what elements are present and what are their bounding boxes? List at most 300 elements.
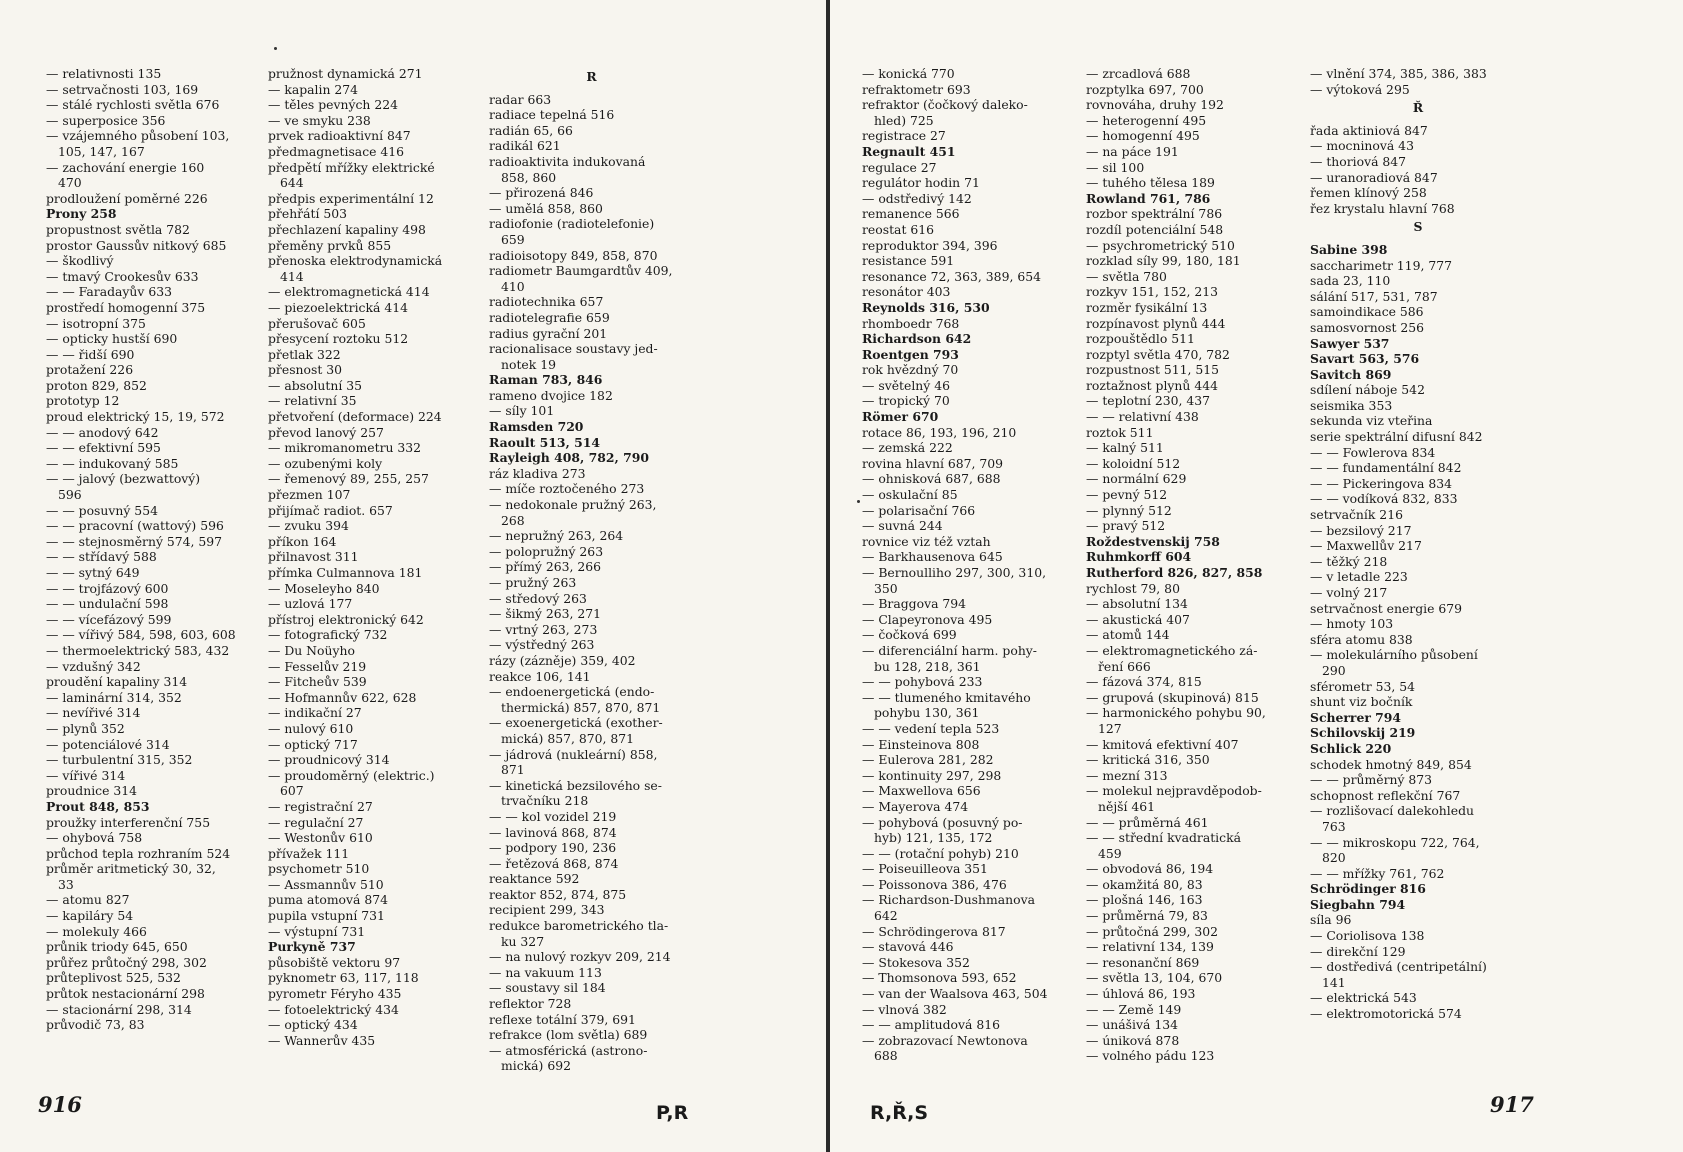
index-entry: — jádrová (nukleární) 858, [489, 746, 658, 762]
index-entry: sálání 517, 531, 787 [1310, 288, 1438, 304]
index-entry: Raoult 513, 514 [489, 434, 600, 450]
index-entry: — umělá 858, 860 [489, 200, 603, 216]
index-entry: — kapalin 274 [268, 81, 359, 97]
scan-speck [857, 500, 860, 503]
index-entry: — řetězová 868, 874 [489, 855, 619, 871]
index-entry: — plošná 146, 163 [1086, 892, 1203, 908]
index-entry: přezmen 107 [268, 487, 351, 503]
index-entry: roztažnost plynů 444 [1086, 377, 1218, 393]
index-entry: sekunda viz vteřina [1310, 413, 1433, 429]
index-entry: přehřátí 503 [268, 206, 348, 222]
index-entry: Prout 848, 853 [46, 798, 150, 814]
index-entry: rozměr fysikální 13 [1086, 299, 1208, 315]
index-entry: 290 [1322, 662, 1346, 678]
index-entry: bu 128, 218, 361 [874, 658, 981, 674]
index-entry: prostředí homogenní 375 [46, 299, 206, 315]
index-entry: Sabine 398 [1310, 241, 1388, 257]
index-entry: — — trojfázový 600 [46, 580, 169, 596]
index-entry: — registrační 27 [268, 798, 373, 814]
index-entry: 763 [1322, 818, 1346, 834]
index-entry: — — střídavý 588 [46, 549, 157, 565]
index-entry: proton 829, 852 [46, 377, 147, 393]
index-entry: — Poiseuilleova 351 [862, 861, 988, 877]
index-entry: — průtočná 299, 302 [1086, 923, 1219, 939]
index-entry: řemen klínový 258 [1310, 185, 1427, 201]
index-entry: příkon 164 [268, 533, 337, 549]
index-entry: — světla 13, 104, 670 [1086, 970, 1223, 986]
index-entry: — zrcadlová 688 [1086, 66, 1191, 81]
index-entry: — elektromotorická 574 [1310, 1006, 1462, 1022]
index-entry: rozklad síly 99, 180, 181 [1086, 253, 1241, 269]
index-entry: schopnost reflekční 767 [1310, 787, 1461, 803]
index-entry: — relativnosti 135 [46, 66, 162, 81]
index-entry: — — kol vozidel 219 [489, 808, 617, 824]
index-entry: působiště vektoru 97 [268, 954, 401, 970]
index-entry: reaktance 592 [489, 871, 580, 887]
index-entry: — průměrná 79, 83 [1086, 908, 1208, 924]
index-entry: roztok 511 [1086, 424, 1154, 440]
index-entry: mická) 857, 870, 871 [501, 730, 635, 746]
index-entry: 820 [1322, 850, 1346, 866]
index-entry: — molekuly 466 [46, 923, 147, 939]
index-entry: — — vícefázový 599 [46, 611, 172, 627]
index-entry: — opticky hustší 690 [46, 331, 178, 347]
index-entry: přímka Culmannova 181 [268, 565, 423, 580]
index-entry: — v letadle 223 [1310, 569, 1408, 585]
index-entry: — kmitová efektivní 407 [1086, 736, 1239, 752]
index-entry: — síly 101 [489, 403, 555, 419]
index-column-left-2 [268, 66, 476, 1048]
index-entry: redukce barometrického tla- [489, 918, 669, 934]
index-letter-heading: S [1413, 219, 1423, 235]
index-entry: — podpory 190, 236 [489, 840, 617, 856]
index-entry: Savart 563, 576 [1310, 351, 1420, 367]
index-entry: rhomboedr 768 [862, 315, 960, 331]
index-entry: — Westonův 610 [268, 830, 373, 846]
index-entry: puma atomová 874 [268, 892, 388, 908]
index-entry: Rowland 761, 786 [1086, 190, 1211, 206]
index-entry: — unášivá 134 [1086, 1017, 1178, 1033]
index-entry: rázy (záznějе) 359, 402 [489, 652, 636, 668]
index-entry: rozkyv 151, 152, 213 [1086, 284, 1219, 300]
index-entry: sféra atomu 838 [1310, 631, 1413, 647]
index-entry: reflektor 728 [489, 996, 572, 1012]
index-entry: rozdíl potenciální 548 [1086, 221, 1224, 237]
index-entry: rozptyl světla 470, 782 [1086, 346, 1230, 362]
index-entry: refraktor (čočkový daleko- [862, 97, 1028, 113]
index-entry: — stavová 446 [862, 939, 954, 955]
index-entry: přenoska elektrodynamická [268, 253, 443, 269]
index-entry: — uranoradiová 847 [1310, 169, 1438, 185]
index-entry: — světelný 46 [862, 377, 950, 393]
index-entry: — kritická 316, 350 [1086, 752, 1210, 768]
index-entry: setrvačník 216 [1310, 507, 1403, 523]
index-entry: přesycení roztoku 512 [268, 331, 409, 347]
index-entry: radiometr Baumgardtův 409, [489, 263, 673, 279]
index-entry: — úniková 878 [1086, 1032, 1180, 1048]
index-entry: Römer 670 [862, 409, 939, 425]
index-entry: — — undulační 598 [46, 596, 169, 612]
index-entry: — grupová (skupinová) 815 [1086, 689, 1259, 705]
index-entry: — homogenní 495 [1086, 128, 1200, 144]
right-page [830, 0, 1683, 1152]
index-entry: rozpustnost 511, 515 [1086, 362, 1220, 378]
index-entry: Savitch 869 [1310, 366, 1392, 382]
index-entry: — — Pickeringova 834 [1310, 475, 1452, 491]
index-entry: — bezsilový 217 [1310, 522, 1412, 538]
index-entry: — Clapeyronova 495 [862, 611, 993, 627]
index-entry: Ramsden 720 [489, 419, 584, 435]
index-entry: — světla 780 [1086, 268, 1167, 284]
index-entry: — Wannerův 435 [268, 1032, 376, 1048]
index-entry: — vlnění 374, 385, 386, 383 [1310, 66, 1487, 81]
index-entry: — stálé rychlosti světla 676 [46, 97, 220, 113]
index-entry: — zvuku 394 [268, 518, 349, 534]
index-entry: pupila vstupní 731 [268, 908, 385, 924]
index-column-left-3 [489, 66, 694, 1074]
index-entry: — na vakuum 113 [489, 964, 602, 980]
index-entry: — ozubenými koly [268, 455, 383, 471]
index-entry: radius gyrační 201 [489, 325, 608, 341]
index-entry: — teplotní 230, 437 [1086, 393, 1211, 409]
index-entry: 607 [280, 783, 304, 799]
index-entry: — — vodíková 832, 833 [1310, 491, 1458, 507]
index-entry: registrace 27 [862, 128, 946, 144]
index-entry: Roentgen 793 [862, 346, 959, 362]
index-entry: — thoriová 847 [1310, 153, 1407, 169]
index-entry: — Maxwellův 217 [1310, 538, 1422, 554]
index-entry: přechlazení kapaliny 498 [268, 221, 426, 237]
index-entry: Rutherford 826, 827, 858 [1086, 565, 1263, 580]
index-entry: Schrödinger 816 [1310, 881, 1426, 897]
index-entry: — relativní 134, 139 [1086, 939, 1214, 955]
index-entry: — van der Waalsova 463, 504 [862, 986, 1048, 1002]
index-entry: thermická) 857, 870, 871 [501, 699, 661, 715]
index-entry: — — indukovaný 585 [46, 455, 179, 471]
index-entry: průvodič 73, 83 [46, 1017, 145, 1033]
index-entry: — atomu 827 [46, 892, 130, 908]
index-entry: přetlak 322 [268, 346, 341, 362]
index-entry: — kapiláry 54 [46, 908, 134, 924]
index-entry: prototyp 12 [46, 393, 120, 409]
index-entry: seismika 353 [1310, 397, 1393, 413]
index-entry: průteplivost 525, 532 [46, 970, 181, 986]
index-entry: — nedokonale pružný 263, [489, 497, 657, 513]
index-entry: Siegbahn 794 [1310, 896, 1406, 912]
index-entry: — akustická 407 [1086, 611, 1190, 627]
index-entry: — molekul nejpravděpodob- [1086, 783, 1262, 799]
index-entry: — oskulační 85 [862, 487, 958, 503]
index-entry: ření 666 [1098, 658, 1151, 674]
index-entry: — — sytný 649 [46, 565, 140, 580]
index-entry: — vlnová 382 [862, 1001, 947, 1017]
index-entry: průchod tepla rozhraním 524 [46, 845, 231, 861]
index-entry: — pevný 512 [1086, 487, 1168, 503]
index-entry: — — jalový (bezwattový) [46, 471, 201, 487]
index-entry: přijímač radiot. 657 [268, 502, 393, 518]
index-entry: — vířivé 314 [46, 767, 126, 783]
index-entry: přerušovač 605 [268, 315, 366, 331]
index-entry: — potenciálové 314 [46, 736, 170, 752]
index-entry: — thermoelektrický 583, 432 [46, 642, 230, 658]
index-entry: — fázová 374, 815 [1086, 674, 1202, 690]
index-entry: — elektrická 543 [1310, 990, 1417, 1006]
index-entry: radiace tepelná 516 [489, 107, 615, 123]
index-entry: 268 [501, 512, 525, 528]
index-entry: 858, 860 [501, 169, 557, 185]
index-entry: — — Faradayův 633 [46, 284, 172, 300]
index-entry: — — (rotační pohyb) 210 [862, 845, 1019, 861]
index-entry: — — střední kvadratická [1086, 830, 1241, 846]
index-entry: rameno dvojice 182 [489, 387, 613, 403]
index-entry: — úhlová 86, 193 [1086, 986, 1196, 1002]
index-column-right-1 [862, 66, 1072, 1064]
index-entry: — turbulentní 315, 352 [46, 752, 193, 768]
index-entry: — Schrödingerova 817 [862, 923, 1006, 939]
index-entry: — — vířivý 584, 598, 603, 608 [46, 627, 236, 643]
index-entry: samosvornost 256 [1310, 319, 1425, 335]
index-entry: — endoenergetická (endo- [489, 684, 655, 700]
index-entry: rozpínavost plynů 444 [1086, 315, 1226, 331]
index-entry: shunt viz bočník [1310, 694, 1413, 710]
index-entry: — ohnisková 687, 688 [862, 471, 1001, 487]
index-entry: prodloužení poměrné 226 [46, 190, 208, 206]
index-entry: — diferenciální harm. pohy- [862, 642, 1037, 658]
index-entry: — absolutní 134 [1086, 596, 1188, 612]
index-entry: — Braggova 794 [862, 596, 967, 612]
index-entry: — exoenergetická (exother- [489, 715, 663, 731]
index-entry: radiotechnika 657 [489, 294, 604, 310]
index-entry: radiofonie (radiotelefonie) [489, 216, 655, 232]
index-entry: notek 19 [501, 356, 556, 372]
index-entry: — atmosférická (astrono- [489, 1042, 648, 1058]
index-entry: — Barkhausenova 645 [862, 549, 1003, 565]
index-entry: — hmoty 103 [1310, 616, 1394, 632]
index-entry: — elektromagnetická 414 [268, 284, 430, 300]
index-entry: — normální 629 [1086, 471, 1187, 487]
index-entry: — — fundamentální 842 [1310, 460, 1462, 476]
index-entry: přilnavost 311 [268, 549, 359, 565]
index-entry: 470 [58, 175, 82, 191]
index-entry: reproduktor 394, 396 [862, 237, 998, 253]
section-range-right: R,Ř,S [870, 1102, 929, 1124]
index-entry: — — vedení tepla 523 [862, 720, 1000, 736]
index-column-left-1 [46, 66, 246, 1033]
index-entry: — regulační 27 [268, 814, 364, 830]
index-entry: 642 [874, 908, 898, 924]
index-entry: — relativní 35 [268, 393, 357, 409]
index-entry: — piezoelektrická 414 [268, 299, 408, 315]
index-entry: — lavinová 868, 874 [489, 824, 617, 840]
index-entry: — direkční 129 [1310, 943, 1406, 959]
index-entry: — — Země 149 [1086, 1001, 1182, 1017]
index-entry: — kalný 511 [1086, 440, 1164, 456]
index-entry: 350 [874, 580, 898, 596]
index-entry: reakce 106, 141 [489, 668, 591, 684]
index-entry: — vzájemného působení 103, [46, 128, 230, 144]
index-entry: nější 461 [1098, 798, 1156, 814]
index-entry: — elektromagnetického zá- [1086, 642, 1258, 658]
index-entry: proužky interferenční 755 [46, 814, 211, 830]
index-entry: — šikmý 263, 271 [489, 606, 602, 622]
index-entry: 410 [501, 278, 525, 294]
index-entry: síla 96 [1310, 912, 1352, 928]
index-entry: předpětí mřížky elektrické [268, 159, 435, 175]
index-entry: — — stejnosměrný 574, 597 [46, 533, 223, 549]
index-entry: — čočková 699 [862, 627, 957, 643]
index-entry: proudění kapaliny 314 [46, 674, 188, 690]
index-entry: — plynů 352 [46, 720, 125, 736]
index-entry: — na páce 191 [1086, 143, 1179, 159]
index-entry: — mocninová 43 [1310, 138, 1414, 154]
index-entry: refrakce (lom světla) 689 [489, 1027, 648, 1043]
index-entry: — zemská 222 [862, 440, 953, 456]
index-entry: — stacionární 298, 314 [46, 1001, 192, 1017]
index-entry: — resonanční 869 [1086, 954, 1200, 970]
index-entry: — — průměrná 461 [1086, 814, 1209, 830]
index-entry: — rozlišovací dalekohledu [1310, 803, 1474, 819]
index-entry: reaktor 852, 874, 875 [489, 886, 627, 902]
index-entry: — kinetická bezsilového se- [489, 777, 662, 793]
index-entry: Purkyně 737 [268, 939, 356, 955]
index-entry: rozptylka 697, 700 [1086, 81, 1204, 97]
index-entry: — pružný 263 [489, 575, 577, 590]
index-entry: — optický 434 [268, 1017, 358, 1033]
index-entry: — vzdušný 342 [46, 658, 141, 674]
index-entry: — atomů 144 [1086, 627, 1170, 643]
index-entry: rychlost 79, 80 [1086, 580, 1180, 596]
index-entry: radikál 621 [489, 138, 561, 154]
index-entry: — mikromanometru 332 [268, 440, 422, 456]
index-entry: protažení 226 [46, 362, 134, 378]
index-entry: — míče roztočeného 273 [489, 481, 645, 497]
index-entry: — Fitcheův 539 [268, 674, 367, 690]
scan-speck [274, 47, 277, 50]
index-entry: — konická 770 [862, 66, 955, 81]
index-entry: 127 [1098, 720, 1122, 736]
index-entry: přesnost 30 [268, 362, 343, 378]
index-entry: — vrtný 263, 273 [489, 621, 598, 637]
index-entry: racionalisace soustavy jed- [489, 341, 658, 357]
index-entry: — Bernoulliho 297, 300, 310, [862, 565, 1047, 580]
index-entry: — nulový 610 [268, 720, 354, 736]
index-entry: rozbor spektrální 786 [1086, 206, 1223, 222]
index-entry: Richardson 642 [862, 331, 972, 347]
index-entry: hled) 725 [874, 112, 934, 128]
index-entry: — Coriolisova 138 [1310, 928, 1425, 944]
index-entry: resonance 72, 363, 389, 654 [862, 268, 1041, 284]
index-entry: — ve smyku 238 [268, 112, 371, 128]
index-entry: prvek radioaktivní 847 [268, 128, 411, 144]
index-entry: — Thomsonova 593, 652 [862, 970, 1017, 986]
index-entry: rovnice viz též vztah [862, 533, 991, 549]
index-entry: průnik triody 645, 650 [46, 939, 188, 955]
index-entry: — proudnicový 314 [268, 752, 390, 768]
index-entry: — výstředný 263 [489, 637, 595, 653]
index-entry: rozpouštědlo 511 [1086, 331, 1195, 347]
index-entry: radián 65, 66 [489, 122, 573, 138]
index-entry: — na nulový rozkyv 209, 214 [489, 949, 671, 965]
index-entry: — Stokesova 352 [862, 954, 970, 970]
index-entry: regulace 27 [862, 159, 937, 175]
index-entry: — optický 717 [268, 736, 358, 752]
index-entry: Schilovskij 219 [1310, 725, 1416, 741]
index-entry: — tuhého tělesa 189 [1086, 175, 1215, 191]
index-entry: — — anodový 642 [46, 424, 159, 440]
index-entry: — — amplitudová 816 [862, 1017, 1000, 1033]
index-entry: saccharimetr 119, 777 [1310, 257, 1452, 273]
index-entry: předpis experimentální 12 [268, 190, 434, 206]
index-entry: předmagnetisace 416 [268, 143, 405, 159]
left-page [0, 0, 826, 1152]
index-entry: — Hofmannův 622, 628 [268, 689, 417, 705]
index-entry: — pravý 512 [1086, 518, 1166, 534]
index-entry: — Einsteinova 808 [862, 736, 980, 752]
index-entry: 871 [501, 762, 525, 778]
index-entry: přeměny prvků 855 [268, 237, 392, 253]
index-entry: — tropický 70 [862, 393, 950, 409]
index-entry: resonátor 403 [862, 284, 951, 300]
index-letter-heading: R [586, 69, 597, 84]
index-entry: — nevířivé 314 [46, 705, 141, 721]
index-entry: — okamžitá 80, 83 [1086, 876, 1203, 892]
index-entry: — Richardson-Dushmanova [862, 892, 1035, 908]
index-entry: Rayleigh 408, 782, 790 [489, 450, 649, 466]
index-entry: sada 23, 110 [1310, 273, 1391, 289]
index-entry: — Fesselův 219 [268, 658, 367, 674]
index-entry: průtok nestacionární 298 [46, 986, 205, 1002]
index-entry: — volného pádu 123 [1086, 1048, 1215, 1064]
index-entry: ráz kladiva 273 [489, 465, 586, 481]
index-letter-heading: Ř [1412, 100, 1424, 116]
index-column-right-3 [1310, 66, 1526, 1022]
index-entry: řada aktiniová 847 [1310, 122, 1428, 138]
index-entry: — Du Noüyho [268, 642, 355, 658]
index-entry: resistance 591 [862, 253, 955, 269]
index-entry: — Mayerova 474 [862, 798, 969, 814]
index-entry: — — pohybová 233 [862, 674, 983, 690]
index-entry: — Moseleyho 840 [268, 580, 380, 596]
index-entry: Prony 258 [46, 206, 117, 222]
index-entry: — — relativní 438 [1086, 409, 1199, 425]
index-entry: 141 [1322, 974, 1346, 990]
index-entry: 688 [874, 1048, 898, 1064]
index-entry: — zobrazovací Newtonova [862, 1032, 1028, 1048]
index-entry: přístroj elektronický 642 [268, 611, 424, 627]
index-entry: — uzlová 177 [268, 596, 353, 612]
index-entry: — — pracovní (wattový) 596 [46, 518, 224, 534]
index-entry: psychometr 510 [268, 861, 370, 877]
index-entry: — — Fowlerova 834 [1310, 444, 1436, 460]
index-entry: — absolutní 35 [268, 377, 363, 393]
index-entry: samoindikace 586 [1310, 304, 1424, 320]
index-entry: — Assmannův 510 [268, 876, 384, 892]
index-entry: ku 327 [501, 933, 545, 949]
index-entry: přívažek 111 [268, 845, 350, 861]
index-entry: mická) 692 [501, 1058, 571, 1074]
index-entry: — nepružný 263, 264 [489, 528, 624, 544]
index-entry: — těžký 218 [1310, 553, 1388, 569]
index-entry: recipient 299, 343 [489, 902, 605, 918]
index-entry: — středový 263 [489, 590, 587, 606]
index-entry: — pohybová (posuvný po- [862, 814, 1023, 830]
index-entry: průřez průtočný 298, 302 [46, 954, 207, 970]
index-entry: Reynolds 316, 530 [862, 299, 990, 315]
index-entry: remanence 566 [862, 206, 960, 222]
index-entry: — soustavy sil 184 [489, 980, 606, 996]
index-entry: Schlick 220 [1310, 740, 1392, 756]
index-entry: — volný 217 [1310, 585, 1388, 600]
